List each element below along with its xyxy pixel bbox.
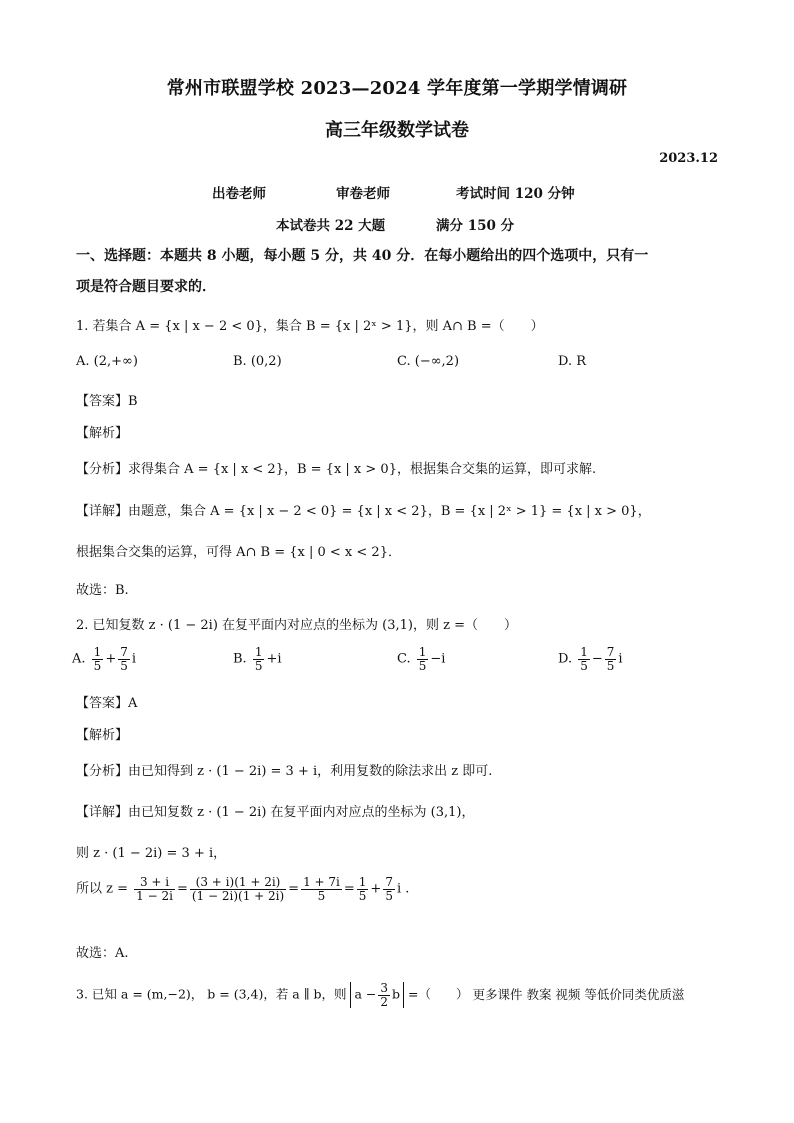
equation-prefix: 所以 z = xyxy=(76,881,129,897)
numerator: 3 xyxy=(380,981,388,995)
q3-stem-end: =（ ） xyxy=(404,986,469,1002)
q1-answer-line xyxy=(76,390,138,409)
q2-detail-line2: 则 z · (1 − 2i) = 3 + i， xyxy=(76,846,227,861)
numerator: 1 xyxy=(418,645,427,659)
q2-fenxi-line xyxy=(76,760,492,779)
fraction xyxy=(578,646,590,672)
q1-detail-line2: 根据集合交集的运算，可得 A∩ B = {x | 0 < x < 2}． xyxy=(76,545,401,560)
numerator: 3 + i xyxy=(134,876,175,890)
fraction xyxy=(417,646,429,672)
abs-expr-end: b xyxy=(392,986,401,1002)
denominator: 5 xyxy=(120,658,128,673)
section-intro-line2: 项是符合题目要求的． xyxy=(76,279,216,295)
q1-fenxi-line xyxy=(76,458,596,477)
q2-option-c xyxy=(397,646,445,672)
option-label: C. xyxy=(397,651,411,667)
numerator: 1 xyxy=(254,645,263,659)
exam-subtitle: 高三年级数学试卷 xyxy=(325,120,469,141)
reviewer-label: 审卷老师 xyxy=(336,186,390,202)
imag-unit: i xyxy=(618,651,623,667)
q1-detail-line1 xyxy=(76,500,651,519)
imag-unit: i xyxy=(131,651,137,667)
q1-option-b: B. (0,2) xyxy=(233,354,282,369)
q2-fenxi: 由已知得到 z · (1 − 2i) = 3 + i，利用复数的除法求出 z 即可. xyxy=(128,764,493,779)
fraction xyxy=(92,646,104,672)
option-label: B. xyxy=(233,651,247,667)
fraction xyxy=(301,876,342,902)
total-questions: 本试卷共 22 大题 xyxy=(276,218,386,234)
q2-detail-text1: 由已知复数 z · (1 − 2i) 在复平面内对应点的坐标为 (3,1)， xyxy=(128,805,475,820)
equation-tail: i . xyxy=(396,881,410,897)
fraction xyxy=(190,876,286,902)
denominator: 5 xyxy=(418,658,427,673)
detail-tag: 【详解】 xyxy=(76,805,129,820)
imag-unit: +i xyxy=(266,651,282,667)
author-label: 出卷老师 xyxy=(212,186,266,202)
q1-stem: 1. 若集合 A = {x | x − 2 < 0}，集合 B = {x | 2ˣ > 1}，则 A∩ B =（ ） xyxy=(76,319,544,334)
fraction xyxy=(383,876,395,902)
numerator: 7 xyxy=(606,645,615,659)
numerator: 1 + 7i xyxy=(303,875,340,889)
q3-abs-expression xyxy=(350,982,404,1008)
q2-answer-line xyxy=(76,692,137,711)
q2-final-equation: 所以 z = $\frac{3 + i}{1 - 2i}$ = $\frac{(3 + i)(1 + 2i)}{(1 - 2i)(1 + 2i)}$ = $\frac{1 + 7i}{5}$ = $\frac{1}{5}$ + $\frac{7}{5}$ i . xyxy=(76,875,410,903)
numerator: 1 xyxy=(93,645,102,659)
q3-vector-a: a = (m,−2)， xyxy=(120,986,204,1002)
denominator: 5 xyxy=(254,658,263,673)
numerator: 7 xyxy=(385,875,393,889)
denominator: (1 − 2i)(1 + 2i) xyxy=(191,888,285,903)
q2-option-a xyxy=(72,646,136,672)
denominator: 5 xyxy=(580,658,588,673)
q2-detail-line1 xyxy=(76,801,474,820)
q3-stem-start: 3. 已知 xyxy=(76,986,117,1002)
fraction xyxy=(357,876,369,902)
q1-option-c: C. (−∞,2) xyxy=(397,354,460,369)
denominator: 2 xyxy=(380,994,388,1009)
denominator: 5 xyxy=(93,658,102,673)
numerator: (3 + i)(1 + 2i) xyxy=(190,876,286,890)
denominator: 1 − 2i xyxy=(136,888,173,903)
q2-analysis-tag: 【解析】 xyxy=(76,728,129,743)
denominator: 5 xyxy=(317,888,326,903)
fraction xyxy=(253,646,265,672)
section-intro-line1: 一、选择题：本题共 8 小题，每小题 5 分，共 40 分．在每小题给出的四个选项中，只有一 xyxy=(76,248,649,264)
numerator: 1 xyxy=(358,875,367,889)
fraction xyxy=(378,982,390,1008)
fenxi-tag: 【分析】 xyxy=(76,462,129,477)
q1-choose: 故选：B. xyxy=(76,583,129,598)
fraction xyxy=(605,646,617,672)
fraction xyxy=(134,876,175,902)
q1-answer: B xyxy=(128,394,138,409)
q1-fenxi: 求得集合 A = {x | x < 2}，B = {x | x > 0}，根据集合交集的运算，即可求解. xyxy=(128,462,597,477)
denominator: 5 xyxy=(358,888,367,903)
exam-time: 考试时间 120 分钟 xyxy=(456,186,575,202)
q3-vector-b: b = (3,4)，若 a ∥ b，则 xyxy=(207,986,347,1002)
full-score: 满分 150 分 xyxy=(436,218,515,234)
imag-unit: −i xyxy=(430,651,446,667)
fraction xyxy=(118,646,130,672)
promo-text: 更多课件 教案 视频 等低价同类优质滋 xyxy=(472,986,685,1002)
fenxi-tag: 【分析】 xyxy=(76,764,129,779)
q1-analysis-tag: 【解析】 xyxy=(76,426,129,441)
q2-option-b xyxy=(233,646,282,672)
q2-choose: 故选：A. xyxy=(76,946,129,961)
exam-title: 常州市联盟学校 2023—2024 学年度第一学期学情调研 xyxy=(166,78,628,99)
abs-expr-start: a − xyxy=(354,986,377,1002)
q2-stem: 2. 已知复数 z · (1 − 2i) 在复平面内对应点的坐标为 (3,1)，则 z =（ ） xyxy=(76,618,518,633)
q2-option-d xyxy=(558,646,623,672)
q1-option-d: D. R xyxy=(558,354,587,369)
q1-option-a: A. (2,+∞) xyxy=(76,354,138,369)
q1-detail-text1: 由题意，集合 A = {x | x − 2 < 0} = {x | x < 2}，B = {x | 2ˣ > 1} = {x | x > 0}， xyxy=(128,504,651,519)
answer-tag: 【答案】 xyxy=(76,696,129,711)
denominator: 5 xyxy=(606,658,615,673)
option-label: D. xyxy=(558,651,573,667)
q3-stem xyxy=(76,982,684,1008)
operator: − xyxy=(591,651,603,667)
exam-date: 2023.12 xyxy=(659,151,718,166)
option-label: A. xyxy=(72,651,86,667)
detail-tag: 【详解】 xyxy=(76,504,129,519)
numerator: 7 xyxy=(120,645,128,659)
denominator: 5 xyxy=(385,888,393,903)
answer-tag: 【答案】 xyxy=(76,394,129,409)
q2-answer: A xyxy=(128,696,138,711)
numerator: 1 xyxy=(580,645,588,659)
operator: + xyxy=(105,651,117,667)
